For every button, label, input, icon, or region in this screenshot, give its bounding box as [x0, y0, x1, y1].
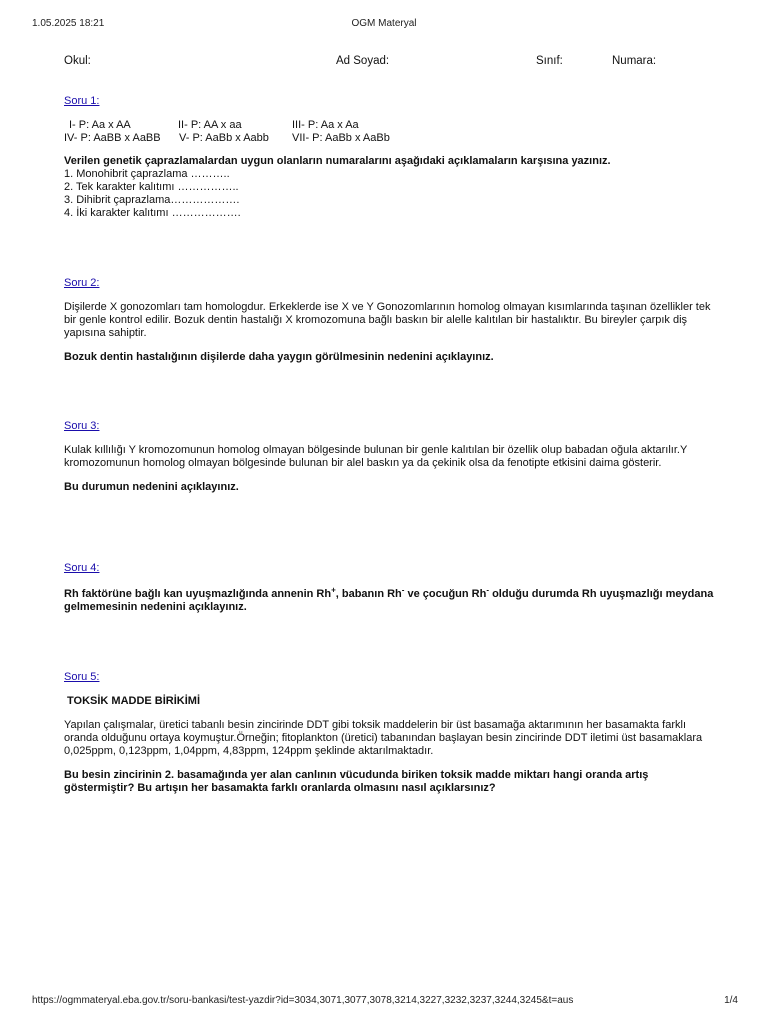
question-3 [64, 420, 714, 494]
student-info [64, 55, 744, 71]
print-page-number: 1/4 [724, 995, 738, 1006]
question-5-prompt: Bu besin zincirinin 2. basamağında yer alan canlının vücudunda biriken toksik madde miktarı hangi oranda artış göstermiştir? Bu artışın her basamakta farklı oranlarda olmasını nasıl açıklarsınız? [64, 769, 649, 794]
class-label: Sınıf: [536, 55, 563, 67]
print-url: https://ogmmateryal.eba.gov.tr/soru-bankasi/test-yazdir?id=3034,3071,3077,3078,3214,3227,3232,3237,3244,3245&t=aus [32, 995, 574, 1006]
question-2-link[interactable]: Soru 2: [64, 277, 100, 289]
question-1 [64, 95, 714, 220]
question-1-item: 4. İki karakter kalıtımı ………………. [64, 207, 241, 219]
question-5-title: TOKSİK MADDE BİRİKİMİ [67, 695, 201, 707]
option-iv: IV- P: AaBB x AaBB [64, 132, 161, 144]
option-ii: II- P: AA x aa [178, 119, 242, 131]
question-5 [64, 671, 714, 795]
question-1-instruction: Verilen genetik çaprazlamalardan uygun olanların numaralarını aşağıdaki açıklamaların karşısına yazınız. [64, 155, 611, 167]
option-v: V- P: AaBb x Aabb [179, 132, 269, 144]
question-2-text: Dişilerde X gonozomları tam homologdur. Erkeklerde ise X ve Y Gonozomlarının homolog olmayan kısımlarında taşınan özellikler tek bir genle kontrol edilir. Bozuk dentin hastalığı X kromozomuna bağlı baskın bir alelle kalıtılan bir hastalıktır. Bu bireyler çarpık diş yapısına sahiptir. [64, 301, 711, 339]
option-vii: VII- P: AaBb x AaBb [292, 132, 390, 144]
question-1-item: 3. Dihibrit çaprazlama………………. [64, 194, 240, 206]
question-2-prompt: Bozuk dentin hastalığının dişilerde daha yaygın görülmesinin nedenini açıklayınız. [64, 351, 494, 363]
number-label: Numara: [612, 55, 657, 67]
question-1-item: 1. Monohibrit çaprazlama ……….. [64, 168, 230, 180]
print-datetime: 1.05.2025 18:21 [32, 18, 105, 29]
print-title: OGM Materyal [351, 18, 417, 29]
question-1-item: 2. Tek karakter kalıtımı …………….. [64, 181, 239, 193]
question-1-options [64, 119, 714, 145]
question-3-text: Kulak kıllılığı Y kromozomunun homolog olmayan bölgesinde bulunan bir genle kalıtılan bir özellik olup babadan oğula aktarılır.Y kromozomunun homolog olmayan bölgesinde bulunan bir alel baskın ya da çekinik olsa da fenotipte etkisini daima gösterir. [64, 444, 688, 469]
option-iii: III- P: Aa x Aa [292, 119, 359, 131]
question-4-prompt: Rh faktörüne bağlı kan uyuşmazlığında annenin Rh+, babanın Rh- ve çocuğun Rh- olduğu durumda Rh uyuşmazlığı meydana gelmemesinin nedenini açıklayınız. [64, 585, 714, 613]
question-4-link[interactable]: Soru 4: [64, 562, 100, 574]
name-label: Ad Soyad: [336, 55, 390, 67]
question-4 [64, 562, 714, 614]
question-2 [64, 277, 714, 364]
question-1-link[interactable]: Soru 1: [64, 95, 100, 107]
school-label: Okul: [64, 55, 91, 67]
option-i: I- P: Aa x AA [69, 119, 131, 131]
question-3-prompt: Bu durumun nedenini açıklayınız. [64, 481, 239, 493]
question-5-text: Yapılan çalışmalar, üretici tabanlı besin zincirinde DDT gibi toksik maddelerin bir üst basamağa aktarımının her basamakta farklı oranda olduğunu ortaya koymuştur.Örneğin; fitoplankton (üretici) tabanından başlayan besin zincirinde DDT iletimi üst basamaklara 0,025ppm, 0,123ppm, 1,04ppm, 4,83ppm, 124ppm şeklinde aktarılmaktadır. [64, 719, 703, 757]
question-5-link[interactable]: Soru 5: [64, 671, 100, 683]
question-3-link[interactable]: Soru 3: [64, 420, 100, 432]
